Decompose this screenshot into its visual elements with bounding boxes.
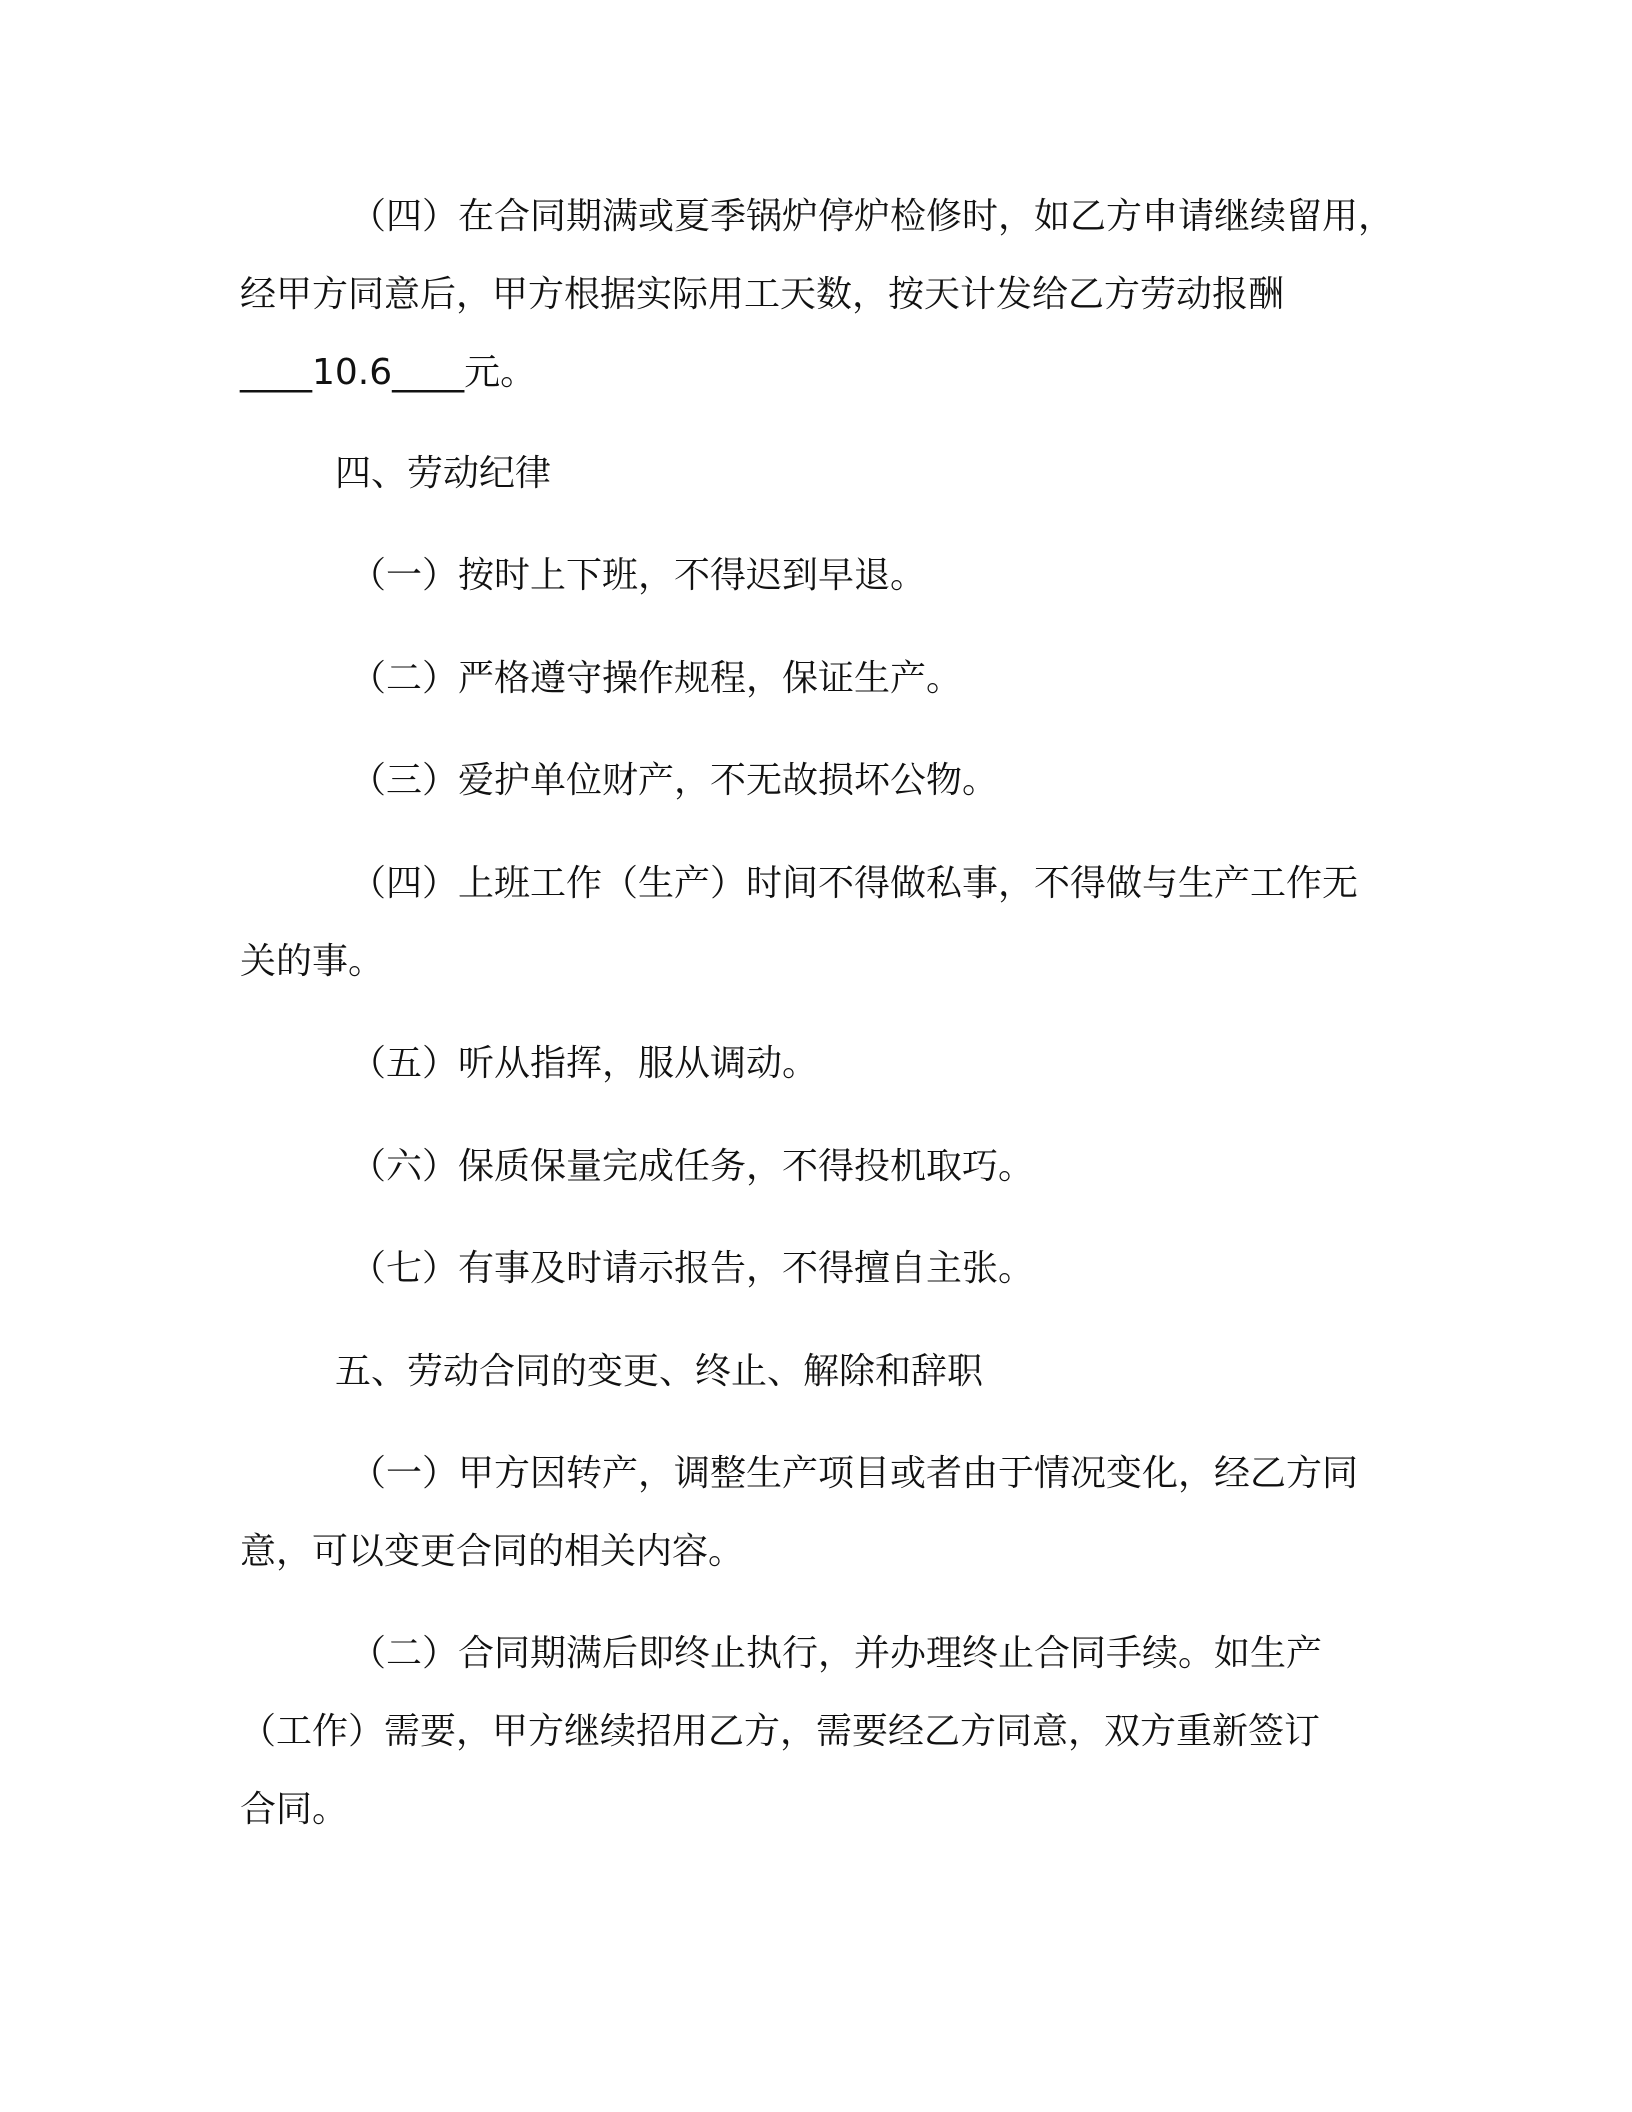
paragraph-discipline-4 bbox=[240, 845, 1390, 1001]
paragraph-line: （一）按时上下班，不得迟到早退。 bbox=[350, 555, 927, 596]
paragraph-discipline-3 bbox=[240, 742, 1390, 820]
paragraph-change-1 bbox=[240, 1435, 1390, 1591]
paragraph-line: （四）上班工作（生产）时间不得做私事，不得做与生产工作无 bbox=[350, 863, 1359, 904]
paragraph-line: ____10.6____元。 bbox=[240, 352, 537, 393]
paragraph-line: 合同。 bbox=[240, 1789, 349, 1830]
paragraph-line: （三）爱护单位财产，不无故损坏公物。 bbox=[350, 760, 999, 801]
paragraph-line: （七）有事及时请示报告，不得擅自主张。 bbox=[350, 1248, 1035, 1289]
paragraph-line: （四）在合同期满或夏季锅炉停炉检修时，如乙方申请继续留用， bbox=[350, 196, 1395, 237]
paragraph-line: 经甲方同意后，甲方根据实际用工天数，按天计发给乙方劳动报酬 bbox=[240, 274, 1285, 315]
paragraph-line: （五）听从指挥，服从调动。 bbox=[350, 1043, 819, 1084]
paragraph-discipline-5 bbox=[240, 1025, 1390, 1103]
paragraph-discipline-7 bbox=[240, 1230, 1390, 1308]
paragraph-retention-pay bbox=[240, 178, 1395, 412]
paragraph-discipline-2 bbox=[240, 640, 1390, 718]
paragraph-line: （一）甲方因转产，调整生产项目或者由于情况变化，经乙方同 bbox=[350, 1453, 1359, 1494]
paragraph-line: 关的事。 bbox=[240, 941, 385, 982]
section-heading-labor-discipline bbox=[240, 435, 1390, 513]
paragraph-line: 意，可以变更合同的相关内容。 bbox=[240, 1531, 745, 1572]
paragraph-discipline-6 bbox=[240, 1128, 1390, 1206]
paragraph-line: （六）保质保量完成任务，不得投机取巧。 bbox=[350, 1146, 1035, 1187]
section-heading-contract-changes bbox=[240, 1333, 1390, 1411]
paragraph-line: （二）严格遵守操作规程，保证生产。 bbox=[350, 658, 963, 699]
paragraph-discipline-1 bbox=[240, 537, 1390, 615]
paragraph-change-2 bbox=[240, 1615, 1390, 1849]
section-heading: 五、劳动合同的变更、终止、解除和辞职 bbox=[335, 1351, 984, 1392]
section-heading: 四、劳动纪律 bbox=[335, 453, 552, 494]
paragraph-line: （工作）需要，甲方继续招用乙方，需要经乙方同意，双方重新签订 bbox=[240, 1711, 1321, 1752]
paragraph-line: （二）合同期满后即终止执行，并办理终止合同手续。如生产 bbox=[350, 1633, 1323, 1674]
